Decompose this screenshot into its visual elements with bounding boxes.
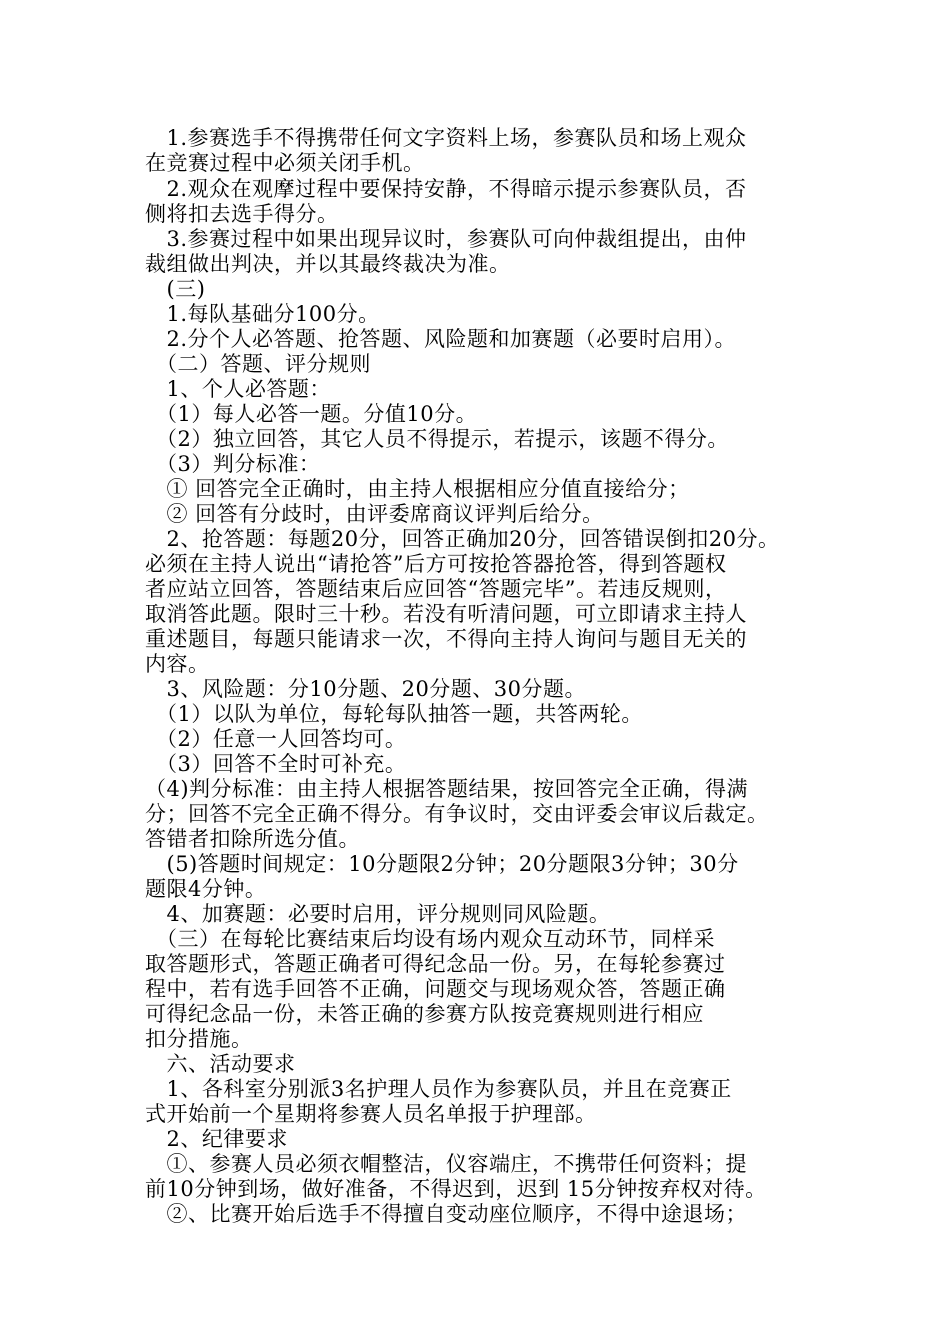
text-line: 必须在主持人说出“请抢答”后方可按抢答器抢答，得到答题权 (145, 552, 727, 576)
text-line: 2、纪律要求 (145, 1127, 288, 1151)
text-line: 分；回答不完全正确不得分。有争议时，交由评委会审议后裁定。 (145, 802, 769, 826)
text-line: 裁组做出判决，并以其最终裁决为准。 (145, 252, 511, 276)
text-line: 1、各科室分别派3名护理人员作为参赛队员，并且在竞赛正 (145, 1077, 732, 1101)
text-line: 2.观众在观摩过程中要保持安静，不得暗示提示参赛队员，否 (145, 177, 747, 201)
text-line: 程中，若有选手回答不正确，问题交与现场观众答，答题正确 (145, 977, 726, 1001)
text-line: 侧将扣去选手得分。 (145, 202, 339, 226)
text-line: (5)答题时间规定：10分题限2分钟；20分题限3分钟；30分 (145, 852, 739, 876)
text-line: 4、加赛题：必要时启用，评分规则同风险题。 (145, 902, 611, 926)
text-line: ② 回答有分歧时，由评委席商议评判后给分。 (145, 502, 604, 526)
text-line: 六、活动要求 (145, 1052, 296, 1076)
text-line: ①、参赛人员必须衣帽整洁，仪容端庄，不携带任何资料；提 (145, 1152, 747, 1176)
text-line: 2.分个人必答题、抢答题、风险题和加赛题（必要时启用）。 (145, 327, 737, 351)
text-line: （二）答题、评分规则 (145, 352, 371, 376)
text-line: 式开始前一个星期将参赛人员名单报于护理部。 (145, 1102, 597, 1126)
text-line: 1.每队基础分100分。 (145, 302, 380, 326)
text-line: 1、个人必答题： (145, 377, 331, 401)
text-line: 在竞赛过程中必须关闭手机。 (145, 151, 425, 175)
text-line: 取答题形式，答题正确者可得纪念品一份。另，在每轮参赛过 (145, 952, 726, 976)
text-line: 重述题目，每题只能请求一次，不得向主持人询问与题目无关的 (145, 627, 747, 651)
text-line: 取消答此题。限时三十秒。若没有听清问题，可立即请求主持人 (145, 602, 747, 626)
text-line: 题限4分钟。 (145, 877, 267, 901)
text-line: （1）每人必答一题。分值10分。 (145, 402, 478, 426)
text-line: （4)判分标准：由主持人根据答题结果，按回答完全正确，得满 (145, 777, 749, 801)
text-line: ②、比赛开始后选手不得擅自变动座位顺序，不得中途退场； (145, 1202, 747, 1226)
text-line: （1）以队为单位，每轮每队抽答一题，共答两轮。 (145, 702, 643, 726)
text-line: 内容。 (145, 652, 210, 676)
text-line: 答错者扣除所选分值。 (145, 827, 360, 851)
text-line: 者应站立回答，答题结束后应回答“答题完毕”。若违反规则， (145, 577, 727, 601)
text-line: 可得纪念品一份，未答正确的参赛方队按竞赛规则进行相应 (145, 1002, 704, 1026)
text-line: 1.参赛选手不得携带任何文字资料上场，参赛队员和场上观众 (145, 126, 747, 150)
text-line: 扣分措施。 (145, 1027, 253, 1051)
text-line: 3、风险题：分10分题、20分题、30分题。 (145, 677, 587, 701)
text-line: （3）回答不全时可补充。 (145, 752, 407, 776)
text-line: （3）判分标准： (145, 452, 321, 476)
text-line: 2、抢答题：每题20分，回答正确加20分，回答错误倒扣20分。 (145, 527, 780, 551)
text-line: (三) (145, 277, 206, 301)
text-line: 3.参赛过程中如果出现异议时，参赛队可向仲裁组提出，由仲 (145, 227, 747, 251)
text-line: （2）任意一人回答均可。 (145, 727, 407, 751)
text-line: （2）独立回答，其它人员不得提示，若提示，该题不得分。 (145, 427, 729, 451)
text-line: ① 回答完全正确时，由主持人根据相应分值直接给分； (145, 477, 690, 501)
text-line: （三）在每轮比赛结束后均设有场内观众互动环节，同样采 (145, 927, 715, 951)
text-line: 前10分钟到场，做好准备，不得迟到，迟到 15分钟按弃权对待。 (145, 1177, 767, 1201)
